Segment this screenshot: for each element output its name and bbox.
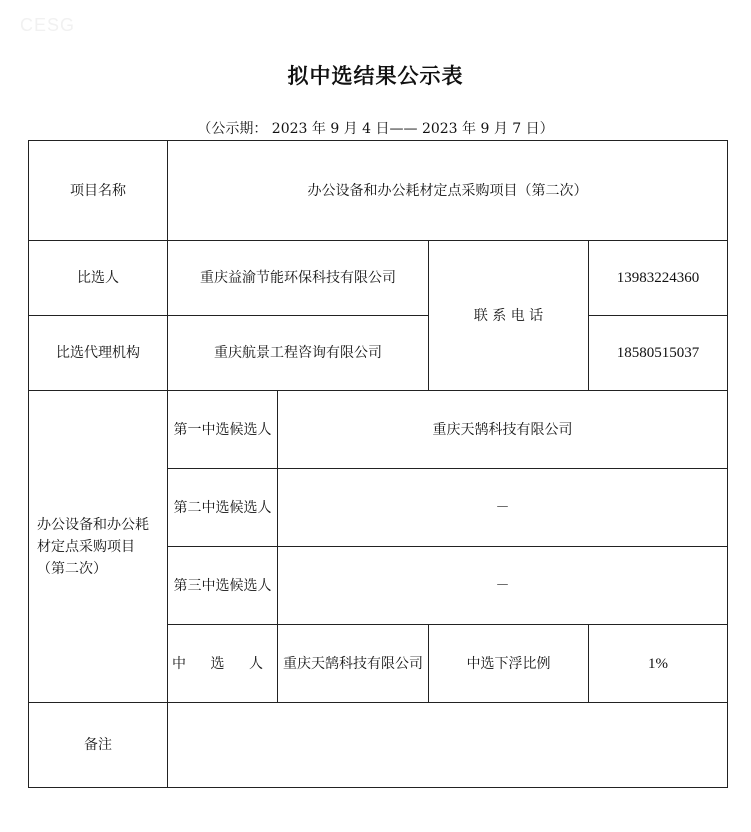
table-row — [29, 141, 728, 241]
result-table — [28, 140, 728, 788]
discount-label: 中选下浮比例 — [429, 625, 589, 703]
candidate3-value: － — [278, 547, 728, 625]
publicity-period: （公示期： 2023 年 9 月 4 日—— 2023 年 9 月 7 日） — [197, 121, 554, 137]
table-row — [29, 703, 728, 788]
watermark-logo: CESG — [20, 15, 76, 35]
table-row — [29, 316, 728, 391]
winner-label: 中 选 人 — [168, 625, 278, 703]
winner-value: 重庆天鹄科技有限公司 — [278, 625, 429, 703]
candidate1-value: 重庆天鹄科技有限公司 — [278, 391, 728, 469]
agent-phone: 18580515037 — [589, 316, 728, 391]
agent-label: 比选代理机构 — [29, 316, 168, 391]
contact-phone-label: 联 系 电 话 — [429, 241, 589, 391]
candidate2-label: 第二中选候选人 — [168, 469, 278, 547]
candidate3-label: 第三中选候选人 — [168, 547, 278, 625]
project-name-label: 项目名称 — [29, 141, 168, 241]
table-row — [29, 241, 728, 316]
selector-phone: 13983224360 — [589, 241, 728, 316]
candidate1-label: 第一中选候选人 — [168, 391, 278, 469]
candidate2-value: － — [278, 469, 728, 547]
discount-value: 1% — [589, 625, 728, 703]
page-title: 拟中选结果公示表 — [287, 63, 464, 88]
selector-label: 比选人 — [29, 241, 168, 316]
selector-value: 重庆益渝节能环保科技有限公司 — [168, 241, 429, 316]
table-row — [29, 391, 728, 469]
remarks-label: 备注 — [29, 703, 168, 788]
remarks-value — [168, 703, 728, 788]
agent-value: 重庆航景工程咨询有限公司 — [168, 316, 429, 391]
project-name-value: 办公设备和办公耗材定点采购项目（第二次） — [168, 141, 728, 241]
project-group-label: 办公设备和办公耗材定点采购项目（第二次） — [29, 391, 168, 703]
